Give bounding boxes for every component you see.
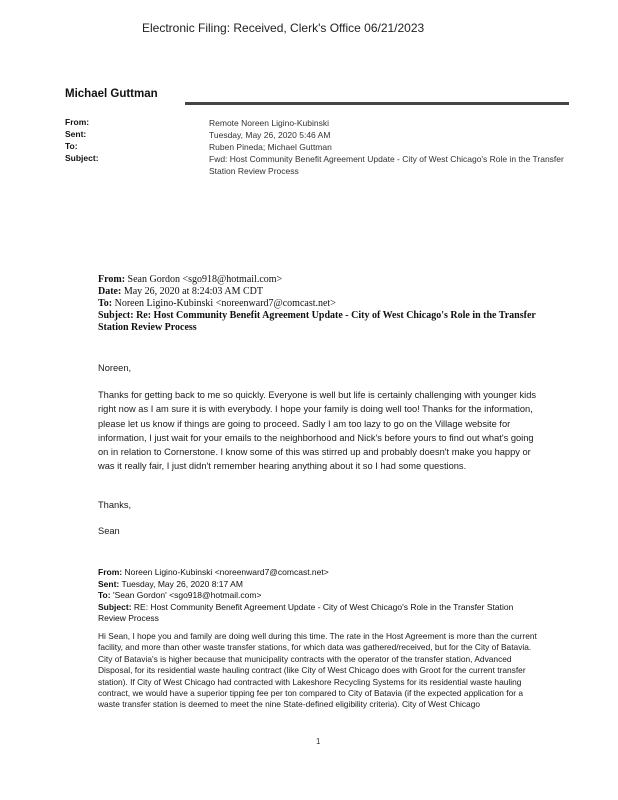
- quoted2-sent-value: Tuesday, May 26, 2020 8:17 AM: [121, 578, 243, 589]
- page-mark: 1: [316, 737, 321, 746]
- from-label: From:: [65, 117, 90, 127]
- body1-paragraph: Thanks for getting back to me so quickly. Everyone is well but life is certainly challenging with younger kids right now as I am sure it is with everybody. I hope your family is doing well too! Thanks for the information, please let us know if things are going to proceed. Sadly I am too lazy to go on the Village website for information, I just wait for your emails to the neighborhood and Nick's before yours to find out what's going on in relation to Cornerstone. I know some of this was stirred up and probably doesn't make you happy or was it really fair, I just didn't remember hearing anything about it so I had some questions.: [98, 390, 537, 472]
- quoted1-from-label: From:: [98, 274, 126, 285]
- quoted2-sent-line: [98, 579, 538, 591]
- quoted1-subject-value: Re: Host Community Benefit Agreement Update - City of West Chicago's Role in the Transfer Station Review Process: [98, 310, 536, 333]
- filing-stamp: Electronic Filing: Received, Clerk's Office 06/21/2023: [142, 21, 425, 35]
- sender-name: Michael Guttman: [65, 88, 158, 100]
- header-rule: [185, 102, 569, 105]
- to-label: To:: [65, 141, 78, 151]
- quoted1-date-value: May 26, 2020 at 8:24:03 AM CDT: [123, 286, 263, 297]
- to-value: Ruben Pineda; Michael Guttman: [209, 142, 332, 152]
- quoted2-to-label: To:: [98, 590, 111, 600]
- subject-value: Fwd: Host Community Benefit Agreement Update - City of West Chicago's Role in the Transfer Station Review Process: [209, 154, 564, 176]
- sent-value: Tuesday, May 26, 2020 5:46 AM: [209, 130, 331, 140]
- sent-label: Sent:: [65, 129, 87, 139]
- quoted2-to-line: [98, 590, 538, 602]
- from-value: Remote Noreen Ligino-Kubinski: [209, 118, 330, 128]
- quoted-header-1: [98, 274, 538, 334]
- subject-label: Subject:: [65, 153, 99, 163]
- quoted1-from-line: [98, 274, 538, 286]
- quoted2-to-value: 'Sean Gordon' <sgo918@hotmail.com>: [112, 590, 262, 600]
- quoted1-date-line: [98, 286, 538, 298]
- quoted2-from-value: Noreen Ligino-Kubinski <noreenward7@comcast.net>: [124, 567, 329, 577]
- quoted-header-2: [98, 567, 538, 625]
- quoted1-to-label: To:: [98, 298, 113, 309]
- quoted1-to-value: Noreen Ligino-Kubinski <noreenward7@comcast.net>: [114, 298, 336, 309]
- quoted2-subject-value: RE: Host Community Benefit Agreement Update - City of West Chicago's Role in the Transfer Station Review Process: [98, 601, 514, 623]
- quoted2-from-line: [98, 567, 538, 579]
- quoted2-subject-line: [98, 602, 538, 625]
- body2-paragraph: Hi Sean, I hope you and family are doing well during this time. The rate in the Host Agreement is more than the current facility, and more than other waste transfer stations, for which data was gathered/received, but for the City of Batavia. City of Batavia's is higher because that municipality contracts with the operator of the transfer station, Advanced Disposal, for its residential waste hauling contract (like City of West Chicago does with Groot for the current transfer station). If City of West Chicago had contracted with Lakeshore Recycling Systems for its residential waste hauling contract, we would have a superior tipping fee per ton compared to City of Batavia (if the expected application for a waste transfer station is deemed to meet the nine State-defined eligibility criteria). City of West Chicago: [98, 631, 537, 710]
- quoted2-from-label: From:: [98, 567, 123, 577]
- quoted1-to-line: [98, 298, 538, 310]
- body1-signature: Sean: [98, 526, 120, 536]
- quoted1-from-value: Sean Gordon <sgo918@hotmail.com>: [127, 274, 283, 285]
- quoted1-subject-line: [98, 310, 538, 334]
- body1-closing: Thanks,: [98, 500, 132, 510]
- quoted2-sent-label: Sent:: [98, 578, 120, 589]
- quoted1-date-label: Date:: [98, 286, 122, 297]
- quoted2-subject-label: Subject:: [98, 601, 132, 612]
- body1-greeting: Noreen,: [98, 363, 132, 373]
- quoted1-subject-label: Subject:: [98, 310, 134, 321]
